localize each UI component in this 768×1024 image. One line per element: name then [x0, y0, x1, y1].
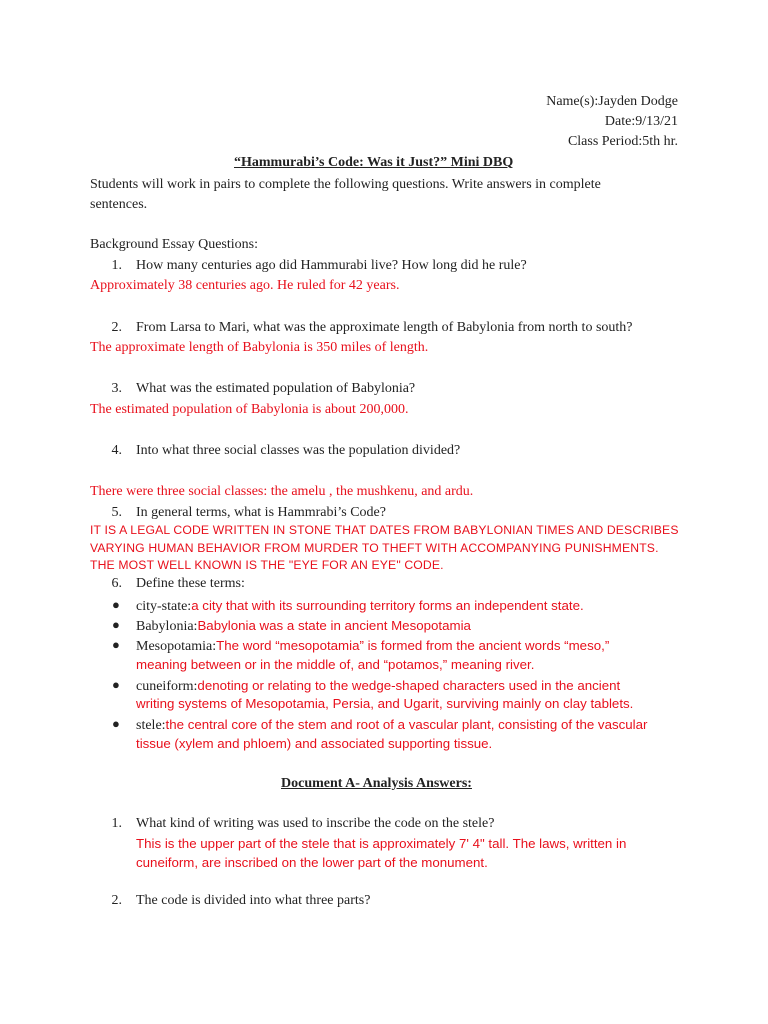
term-item [136, 597, 584, 615]
answer-text: IT IS A LEGAL CODE WRITTEN IN STONE THAT DATES FROM BABYLONIAN TIMES AND DESCRIBES [90, 523, 679, 537]
term-label: stele: [136, 718, 166, 733]
bullet-icon: ● [112, 716, 120, 731]
term-definition: meaning between or in the middle of, and “potamos,” meaning river. [136, 657, 535, 672]
question-text: What kind of writing was used to inscribe the code on the stele? [136, 816, 495, 831]
answer-text: Approximately 38 centuries ago. He ruled for 42 years. [90, 278, 400, 293]
question-text: Into what three social classes was the population divided? [136, 443, 461, 458]
instructions-line-2: sentences. [90, 197, 148, 212]
term-label: cuneiform: [136, 679, 198, 694]
bullet-icon: ● [112, 617, 120, 632]
bullet-icon: ● [112, 677, 120, 692]
question-text: How many centuries ago did Hammurabi live? How long did he rule? [136, 258, 527, 273]
question-text: The code is divided into what three parts? [136, 893, 371, 908]
answer-text: The estimated population of Babylonia is about 200,000. [90, 402, 409, 417]
question-number: 1. [111, 816, 122, 831]
question-number: 6. [111, 576, 122, 591]
question-number: 2. [111, 320, 122, 335]
term-definition: a city that with its surrounding territory forms an independent state. [191, 598, 584, 613]
question-number: 1. [111, 258, 122, 273]
term-item [136, 677, 620, 695]
answer-text: The approximate length of Babylonia is 350 miles of length. [90, 340, 429, 355]
document-a-heading: Document A- Analysis Answers: [281, 776, 472, 791]
term-definition: the central core of the stem and root of a vascular plant, consisting of the vascular [165, 717, 648, 732]
term-item [136, 716, 647, 734]
answer-text: This is the upper part of the stele that is approximately 7' 4" tall. The laws, written in [136, 836, 627, 851]
question-number: 3. [111, 381, 122, 396]
question-text: What was the estimated population of Babylonia? [136, 381, 416, 396]
bullet-icon: ● [112, 637, 120, 652]
term-definition: Babylonia was a state in ancient Mesopotamia [197, 618, 471, 633]
term-definition: writing systems of Mesopotamia, Persia, and Ugarit, surviving mainly on clay tablets. [136, 696, 634, 711]
term-item [136, 617, 471, 635]
question-text: In general terms, what is Hammrabi’s Code? [136, 505, 386, 520]
question-number: 5. [111, 505, 122, 520]
answer-text: There were three social classes: the amelu , the mushkenu, and ardu. [90, 484, 474, 499]
answer-text: cuneiform, are inscribed on the lower part of the monument. [136, 855, 488, 870]
question-number: 2. [111, 893, 122, 908]
term-item [136, 637, 609, 655]
term-definition: The word “mesopotamia” is formed from the ancient words “meso,” [216, 638, 610, 653]
background-heading: Background Essay Questions: [90, 237, 258, 252]
question-number: 4. [111, 443, 122, 458]
answer-text: THE MOST WELL KNOWN IS THE "EYE FOR AN EYE" CODE. [90, 558, 444, 572]
answer-text: VARYING HUMAN BEHAVIOR FROM MURDER TO THEFT WITH ACCOMPANYING PUNISHMENTS. [90, 541, 659, 555]
term-definition: denoting or relating to the wedge-shaped characters used in the ancient [197, 678, 621, 693]
instructions-line-1: Students will work in pairs to complete the following questions. Write answers in complete [90, 177, 601, 192]
question-text: From Larsa to Mari, what was the approximate length of Babylonia from north to south? [136, 320, 633, 335]
term-definition: tissue (xylem and phloem) and associated supporting tissue. [136, 736, 493, 751]
bullet-icon: ● [112, 597, 120, 612]
term-label: city-state: [136, 599, 192, 614]
term-label: Mesopotamia: [136, 639, 217, 654]
question-text: Define these terms: [136, 576, 245, 591]
document-title: “Hammurabi’s Code: Was it Just?” Mini DBQ [234, 155, 514, 170]
class-period: Class Period:5th hr. [567, 134, 678, 149]
term-label: Babylonia: [136, 619, 198, 634]
student-name: Name(s):Jayden Dodge [546, 94, 678, 109]
assignment-date: Date:9/13/21 [604, 114, 678, 129]
